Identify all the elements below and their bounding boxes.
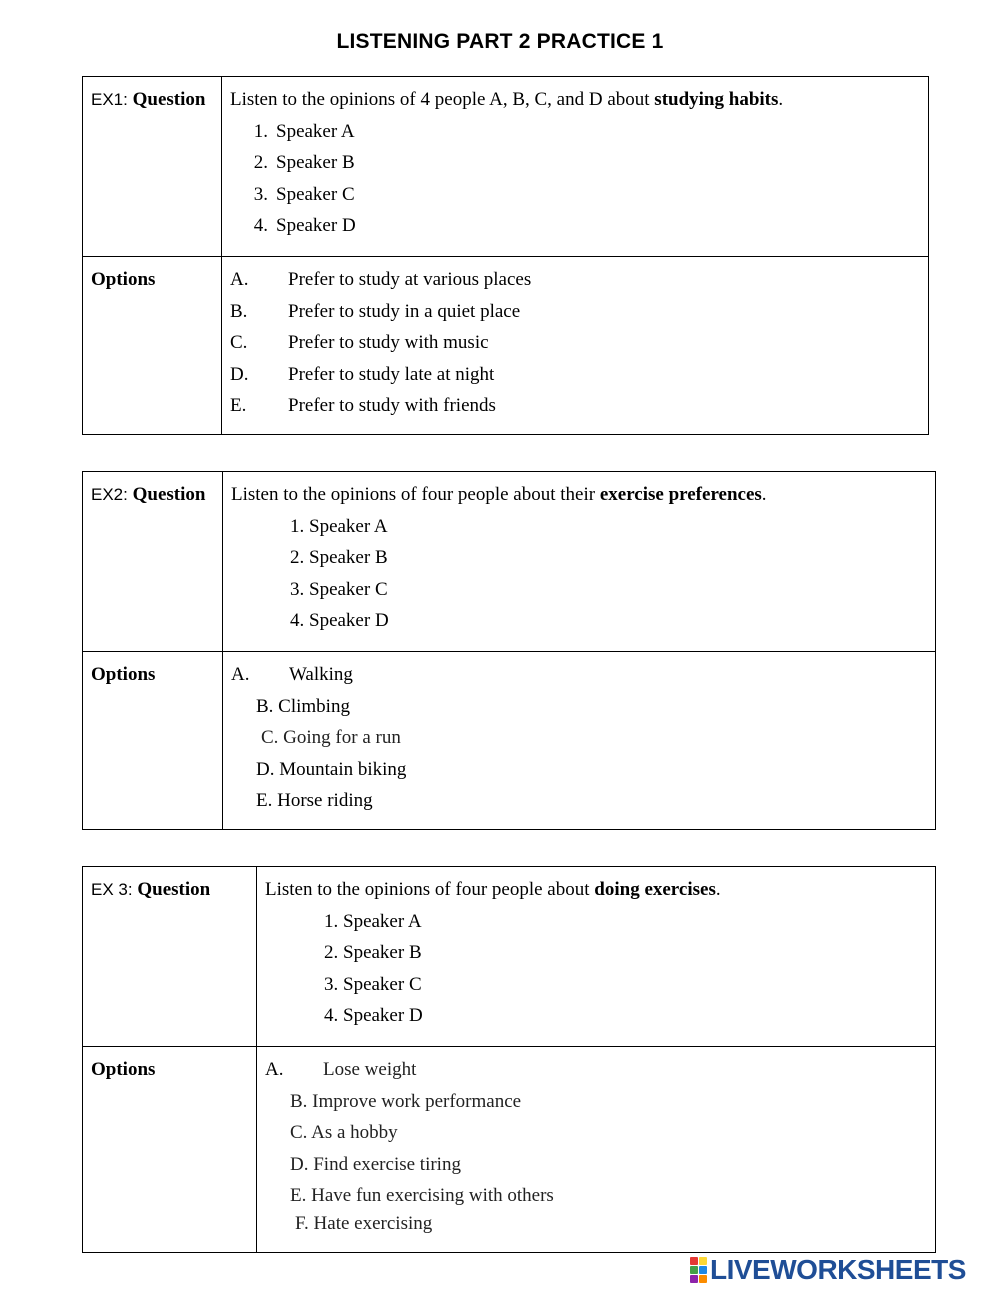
speaker-item: 1. Speaker A bbox=[290, 515, 388, 537]
exercise-3-question-label: EX 3: Question bbox=[83, 867, 257, 1047]
exercise-3-question-text: Listen to the opinions of four people about doing exercises. bbox=[265, 879, 721, 900]
speaker-item: 2. Speaker B bbox=[324, 942, 422, 963]
exercise-1-question-label: EX1: Question bbox=[83, 77, 222, 257]
option-item: C. As a hobby bbox=[290, 1122, 398, 1143]
speaker-item: 1. Speaker A bbox=[253, 120, 355, 142]
exercise-2-question-label: EX2: Question bbox=[83, 472, 223, 652]
exercise-3-table bbox=[82, 866, 936, 1253]
logo-square bbox=[690, 1257, 698, 1265]
exercise-3-question-cell bbox=[257, 867, 936, 1047]
option-item: B. Improve work performance bbox=[290, 1090, 522, 1112]
option-item: E. Horse riding bbox=[256, 790, 373, 811]
option-item: D. Prefer to study late at night bbox=[230, 363, 495, 385]
speaker-item: 3. Speaker C bbox=[324, 973, 422, 995]
option-item: B. Climbing bbox=[256, 695, 350, 717]
exercise-2-options-cell bbox=[223, 652, 936, 830]
speaker-item: 4. Speaker D bbox=[324, 1005, 423, 1026]
liveworksheets-logo-text: LIVEWORKSHEETS bbox=[710, 1254, 966, 1285]
speaker-item: 2. Speaker B bbox=[253, 152, 355, 173]
option-item: F. Hate exercising bbox=[295, 1213, 433, 1234]
option-item: E. Have fun exercising with others bbox=[290, 1185, 554, 1206]
option-item: A. Walking bbox=[231, 664, 353, 685]
speaker-item: 3. Speaker C bbox=[253, 183, 355, 205]
speaker-item: 4. Speaker D bbox=[253, 215, 356, 236]
exercise-1-options-cell bbox=[222, 257, 929, 435]
exercise-2-options-label: Options bbox=[83, 652, 223, 830]
logo-square bbox=[699, 1266, 707, 1274]
exercise-1-question-cell bbox=[222, 77, 929, 257]
speaker-item: 2. Speaker B bbox=[290, 547, 388, 568]
exercise-1-table bbox=[82, 76, 929, 435]
logo-square bbox=[690, 1266, 698, 1274]
option-item: A. Lose weight bbox=[265, 1059, 417, 1080]
logo-square bbox=[699, 1275, 707, 1283]
speaker-item: 3. Speaker C bbox=[290, 578, 388, 600]
option-item: E. Prefer to study with friends bbox=[230, 395, 496, 416]
option-item: C. Going for a run bbox=[261, 727, 401, 748]
option-item: D. Find exercise tiring bbox=[290, 1153, 461, 1175]
liveworksheets-logo bbox=[690, 1254, 966, 1286]
exercise-2-question-text: Listen to the opinions of four people about their exercise preferences. bbox=[231, 484, 767, 505]
liveworksheets-logo-icon bbox=[690, 1257, 707, 1283]
page-title: LISTENING PART 2 PRACTICE 1 bbox=[336, 30, 664, 53]
speaker-item: 4. Speaker D bbox=[290, 610, 389, 631]
exercise-1-options-label: Options bbox=[83, 257, 222, 435]
exercise-2-table bbox=[82, 471, 936, 830]
option-item: A. Prefer to study at various places bbox=[230, 269, 532, 290]
logo-square bbox=[699, 1257, 707, 1265]
exercise-3-options-label: Options bbox=[83, 1047, 257, 1253]
exercise-2-question-cell bbox=[223, 472, 936, 652]
logo-square bbox=[690, 1275, 698, 1283]
option-item: B. Prefer to study in a quiet place bbox=[230, 300, 521, 322]
speaker-item: 1. Speaker A bbox=[324, 910, 422, 932]
exercise-1-question-text: Listen to the opinions of 4 people A, B, C, and D about studying habits. bbox=[230, 89, 784, 110]
exercise-3-options-cell bbox=[257, 1047, 936, 1253]
option-item: D. Mountain biking bbox=[256, 758, 407, 780]
option-item: C. Prefer to study with music bbox=[230, 332, 489, 353]
